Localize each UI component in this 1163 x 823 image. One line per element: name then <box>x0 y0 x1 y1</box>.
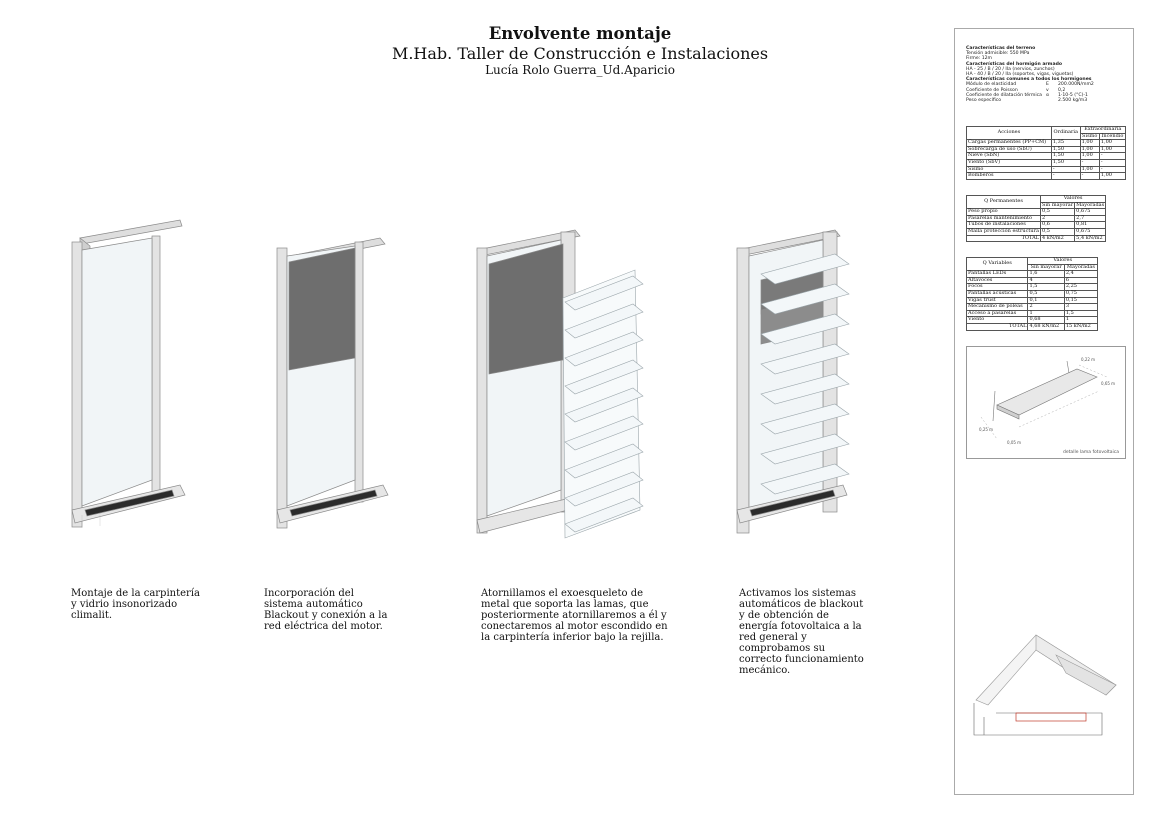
spec-symbol: α <box>1046 92 1050 98</box>
total-label: TOTAL <box>967 323 1028 330</box>
cell: 1,00 <box>1080 153 1099 160</box>
dim-label: 0,25 m <box>979 427 994 432</box>
cell: - <box>1080 159 1099 166</box>
title-block <box>380 24 780 78</box>
firme-line: Firme: 12m <box>966 56 993 62</box>
cell: 1,50 <box>1051 146 1080 153</box>
spec-value: 1·10-5 (°C)-1 <box>1058 92 1088 98</box>
cell: Focos <box>967 284 1028 291</box>
cell: Malla protección estructura <box>968 227 1040 234</box>
table-row <box>967 173 1126 180</box>
total-may: 5,4 kN/m2 <box>1075 235 1106 242</box>
cell: 2 <box>1041 215 1075 222</box>
col-may: Mayoradas <box>1064 264 1097 271</box>
ha25-line: HA - 25 / B / 20 / IIa (nervios, zunchos) <box>966 66 1055 72</box>
stage-3-drawing <box>465 210 675 550</box>
col-incendio: Incendio <box>1099 133 1125 140</box>
cell: - <box>1099 159 1125 166</box>
material-specs <box>966 46 1126 103</box>
concrete-heading: Características del hormigón armado <box>966 61 1063 67</box>
total-row <box>967 235 1106 242</box>
cell: 0,81 <box>1075 222 1106 229</box>
col-name: Q Variables <box>967 258 1028 271</box>
cell: Vigas trust <box>967 297 1028 304</box>
terrain-heading: Características del terreno <box>966 46 1036 51</box>
cell: 1,00 <box>1080 140 1099 147</box>
spec-row <box>966 98 1126 103</box>
cell: 6 <box>1064 277 1097 284</box>
spec-label: Coeficiente de dilatación térmica <box>966 92 1042 98</box>
spec-label: Peso específico <box>966 98 1002 104</box>
cell: 0,1 <box>1028 297 1064 304</box>
dim-label: 0,05 m <box>1007 440 1022 445</box>
cell: 0,675 <box>1075 228 1106 235</box>
cell: Pasarelas mantenimiento <box>967 215 1041 222</box>
lama-detail-drawing <box>967 347 1125 458</box>
col-name: Q Permanentes <box>967 196 1041 209</box>
col-ordinaria: Ordinaria <box>1051 127 1080 140</box>
stage-4-drawing <box>725 210 865 540</box>
cell: Pantallas LEDs <box>967 271 1028 278</box>
actions-table <box>966 126 1126 180</box>
spec-value: 0,2 <box>1058 87 1066 93</box>
total-label: TOTAL <box>967 235 1041 242</box>
cell: - <box>1051 166 1080 173</box>
site-key-plan <box>966 625 1126 750</box>
q-permanentes-table <box>966 195 1106 242</box>
cell: 1,00 <box>1080 146 1099 153</box>
ha40-line: HA - 40 / B / 20 / IIa (soportes, vigas, viguetas) <box>966 72 1074 78</box>
cell: Viento (SbV) <box>967 159 1052 166</box>
total-row <box>967 323 1098 330</box>
tension-label: Tensión admisible: <box>966 51 1009 57</box>
cell: Sismo <box>967 166 1052 173</box>
stage-1-drawing <box>60 210 200 540</box>
cell: 0,68 <box>1028 317 1064 324</box>
step-4-caption: Activamos los sistemas automáticos de blackout y de obtención de energía fotovoltaica a la red general y comprobamos su correcto funcionamiento mecánico. <box>739 588 864 676</box>
cell: - <box>1099 153 1125 160</box>
col-values: Valores <box>1041 196 1106 203</box>
spec-symbol: v <box>1046 87 1049 93</box>
col-sin: Sin mayorar <box>1028 264 1064 271</box>
cell: 0,675 <box>1075 209 1106 216</box>
step-3-caption: Atornillamos el exoesqueleto de metal que soporta las lamas, que posteriormente atornillaremos a él y conectaremos al motor escondido en la carpintería inferior bajo la rejilla. <box>481 588 668 643</box>
cell: Tubos de instalaciones <box>967 222 1041 229</box>
cell: Viento <box>967 317 1028 324</box>
cell: 2,7 <box>1075 215 1106 222</box>
page-title: Envolvente montaje <box>488 24 672 43</box>
cell: Sobrecarga de uso (SbU) <box>967 146 1052 153</box>
cell: Cargas permanentes (PP+CM) <box>967 140 1052 147</box>
col-acciones: Acciones <box>967 127 1052 140</box>
cell: Nieve (SbN) <box>967 153 1052 160</box>
total-sin: 4 kN/m2 <box>1041 235 1075 242</box>
cell: Peso propio <box>967 209 1041 216</box>
tension-value: 550 MPa <box>1009 51 1030 57</box>
lama-detail-box <box>966 346 1126 459</box>
col-sin: Sin mayorar <box>1042 201 1074 208</box>
spec-label: Módulo de elasticidad <box>966 82 1017 88</box>
selected-facade-marker <box>1016 713 1086 721</box>
cell: Altavoces <box>967 277 1028 284</box>
q-variables-table <box>966 257 1098 331</box>
step-2-caption: Incorporación del sistema automático Blackout y conexión a la red eléctrica del motor. <box>264 588 388 632</box>
col-extraordinaria: Extraordinaria <box>1080 127 1125 134</box>
cell: 1,5 <box>1028 284 1064 291</box>
cell: 1,00 <box>1099 146 1125 153</box>
cell: Pantallas acústicas <box>967 290 1028 297</box>
col-may: Mayoradas <box>1076 201 1105 208</box>
cell: 1,5 <box>1064 310 1097 317</box>
cell: 4 <box>1028 277 1064 284</box>
lamas-exoskeleton <box>563 270 643 538</box>
cell: 1,00 <box>1080 166 1099 173</box>
cell: 1,6 <box>1028 271 1064 278</box>
common-heading: Características comunes a todos los hormigones <box>966 77 1092 83</box>
cell: 1,35 <box>1051 140 1080 147</box>
dim-label: 0,22 m <box>1081 357 1096 362</box>
cell: 0,5 <box>1028 290 1064 297</box>
detail-caption: detalle lama fotovoltaica <box>1063 450 1119 455</box>
cell: 1 <box>1028 310 1064 317</box>
cell: Acceso a pasarelas <box>967 310 1028 317</box>
spec-label: Coeficiente de Poisson <box>966 87 1018 93</box>
cell: 2,25 <box>1064 284 1097 291</box>
total-sin: 4,68 kN/m2 <box>1028 323 1064 330</box>
spec-symbol <box>1046 98 1058 103</box>
spec-value: 200.000N/mm2 <box>1058 82 1094 88</box>
cell: 1 <box>1064 317 1097 324</box>
spec-symbol: E <box>1046 82 1049 88</box>
dim-label: 0,65 m <box>1101 381 1116 386</box>
cell: 1,00 <box>1099 140 1125 147</box>
author-line: Lucía Rolo Guerra_Ud.Aparicio <box>485 63 675 77</box>
cell: - <box>1080 173 1099 180</box>
total-may: 15 kN/m2 <box>1064 323 1097 330</box>
stage-2-drawing <box>265 210 405 540</box>
cell: 0,5 <box>1041 209 1075 216</box>
cell: 1,00 <box>1099 173 1125 180</box>
cell: 0,75 <box>1064 290 1097 297</box>
cell: Bomberos <box>967 173 1052 180</box>
cell: 0,6 <box>1041 222 1075 229</box>
cell: 2 <box>1028 304 1064 311</box>
cell: 0,5 <box>1041 228 1075 235</box>
cell: 1,50 <box>1051 153 1080 160</box>
page-subtitle: M.Hab. Taller de Construcción e Instalaciones <box>391 44 769 63</box>
cell: - <box>1099 166 1125 173</box>
cell: 2,4 <box>1064 271 1097 278</box>
col-values: Valores <box>1028 258 1098 265</box>
cell: - <box>1051 173 1080 180</box>
spec-value: 2.500 kg/m3 <box>1058 98 1088 104</box>
cell: 1,50 <box>1051 159 1080 166</box>
cell: 0,15 <box>1064 297 1097 304</box>
cell: Mecanismo de poleas <box>967 304 1028 311</box>
step-1-caption: Montaje de la carpintería y vidrio insonorizado climalit. <box>71 588 200 621</box>
cell: 3 <box>1064 304 1097 311</box>
col-sismo: Sismo <box>1082 132 1098 139</box>
